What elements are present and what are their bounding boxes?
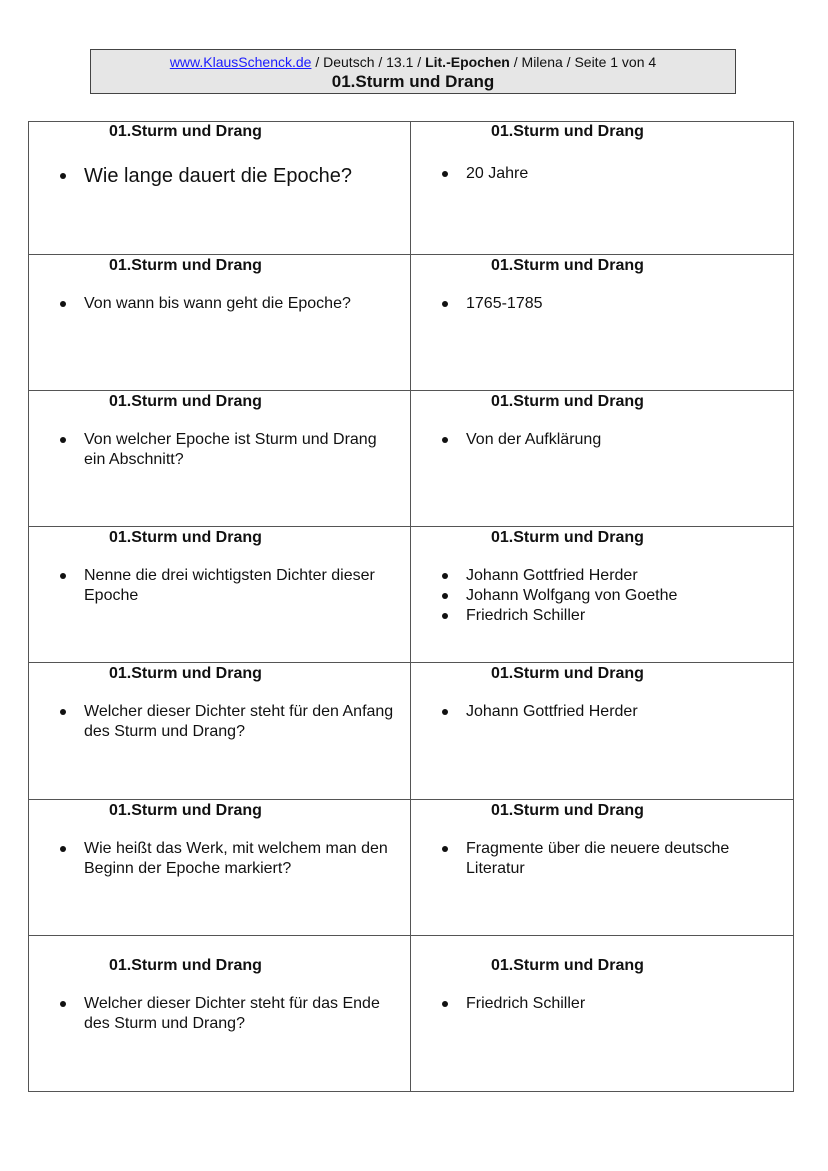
answer-card-title: 01.Sturm und Drang [491,393,644,410]
question-text: Von welcher Epoche ist Sturm und Drang ein Abschnitt? [29,430,410,470]
answer-card [411,122,794,255]
answer-card [411,391,794,527]
answer-card-title: 01.Sturm und Drang [491,529,644,546]
answer-item: 1765-1785 [411,294,793,314]
flashcard-table [28,121,794,1092]
header-path-bold: Lit.-Epochen [425,54,510,70]
card-row [29,122,794,255]
card-row [29,527,794,663]
answer-card-title: 01.Sturm und Drang [491,957,644,974]
answer-item: Fragmente über die neuere deutsche Literatur [411,839,793,879]
question-text: Welcher dieser Dichter steht für den Anfang des Sturm und Drang? [29,702,410,742]
question-text: Welcher dieser Dichter steht für das Ende des Sturm und Drang? [29,994,410,1034]
card-row [29,800,794,936]
answer-card [411,936,794,1092]
question-card [29,122,411,255]
question-text: Nenne die drei wichtigsten Dichter dieser Epoche [29,566,410,606]
card-row [29,663,794,800]
answer-card-title: 01.Sturm und Drang [491,123,644,140]
question-card [29,391,411,527]
answer-item: Johann Gottfried Herder [411,702,793,722]
question-card [29,527,411,663]
question-card-title: 01.Sturm und Drang [109,123,262,140]
question-card-title: 01.Sturm und Drang [109,957,262,974]
page-header [90,49,736,94]
site-link[interactable]: www.KlausSchenck.de [169,54,312,70]
card-row [29,391,794,527]
answer-item: 20 Jahre [411,164,793,184]
question-card [29,663,411,800]
answer-card-title: 01.Sturm und Drang [491,665,644,682]
header-title: 01.Sturm und Drang [331,72,495,91]
question-text: Von wann bis wann geht die Epoche? [29,294,410,314]
question-card [29,800,411,936]
answer-card [411,800,794,936]
header-path-pre: / Deutsch / 13.1 / [311,54,426,70]
answer-item: Friedrich Schiller [411,994,793,1014]
question-card [29,936,411,1092]
answer-card-title: 01.Sturm und Drang [491,802,644,819]
card-row [29,936,794,1092]
question-card-title: 01.Sturm und Drang [109,257,262,274]
answer-card [411,255,794,391]
header-path [91,54,735,71]
question-card-title: 01.Sturm und Drang [109,665,262,682]
question-card-title: 01.Sturm und Drang [109,529,262,546]
answer-card [411,663,794,800]
answer-card [411,527,794,663]
question-card-title: 01.Sturm und Drang [109,393,262,410]
answer-item: Friedrich Schiller [411,606,793,626]
answer-item: Von der Aufklärung [411,430,793,450]
header-path-post: / Milena / Seite 1 von 4 [509,54,657,70]
answer-card-title: 01.Sturm und Drang [491,257,644,274]
question-card-title: 01.Sturm und Drang [109,802,262,819]
card-row [29,255,794,391]
question-card [29,255,411,391]
question-text: Wie lange dauert die Epoche? [29,164,410,188]
answer-item: Johann Wolfgang von Goethe [411,586,793,606]
question-text: Wie heißt das Werk, mit welchem man den Beginn der Epoche markiert? [29,839,410,879]
answer-item: Johann Gottfried Herder [411,566,793,586]
